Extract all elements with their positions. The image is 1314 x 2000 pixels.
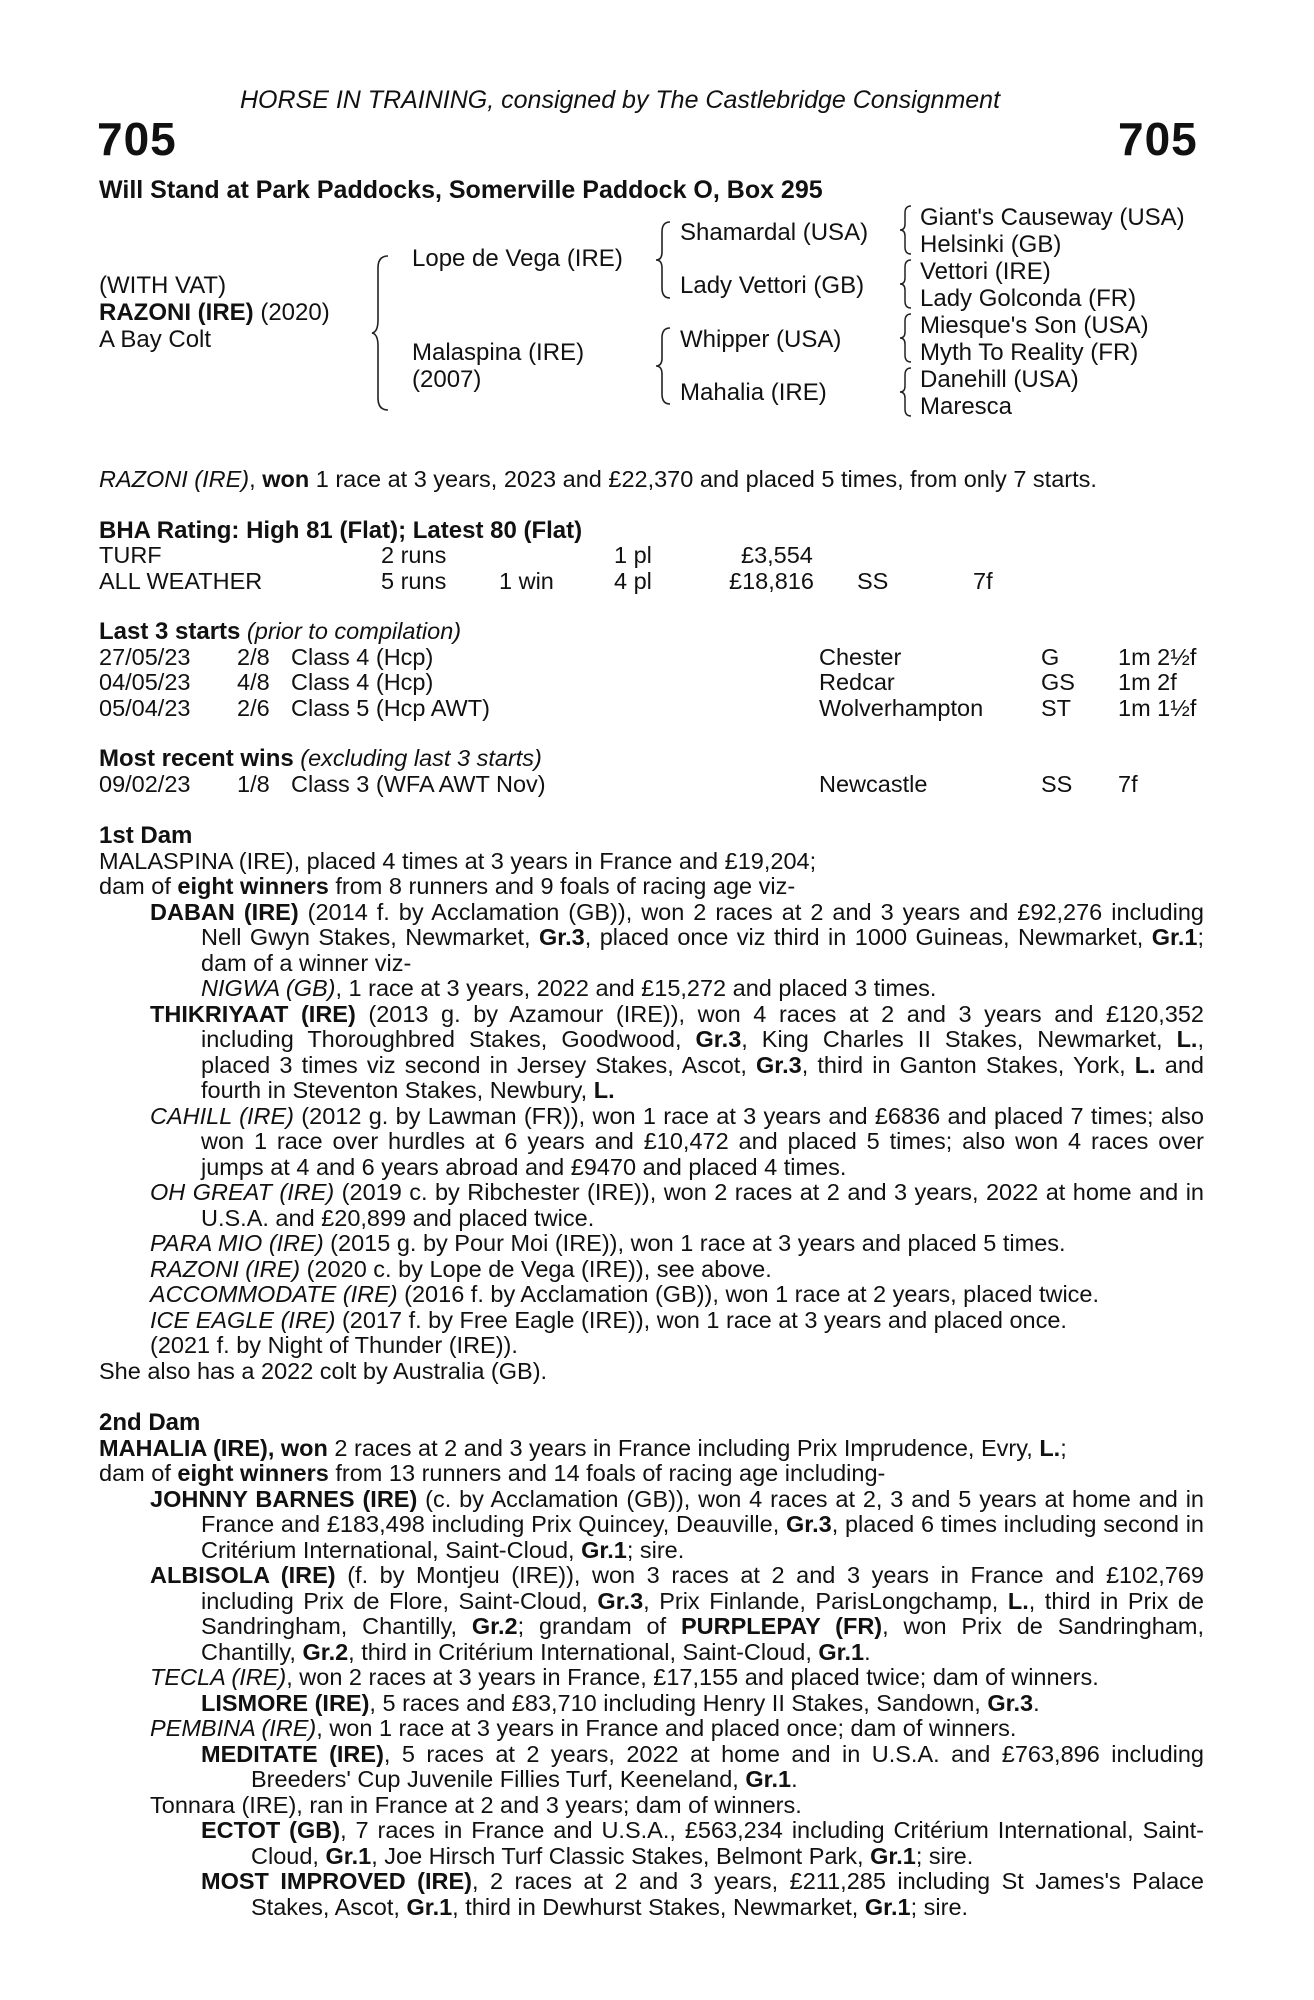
- sire-name: Lope de Vega (IRE): [412, 245, 623, 272]
- produce-tecla: TECLA (IRE), won 2 races at 3 years in France, £17,155 and placed twice; dam of winners.: [150, 1664, 1099, 1690]
- ancestor-4: Lady Golconda (FR): [920, 285, 1137, 312]
- horse-description: A Bay Colt: [99, 326, 212, 353]
- produce-ectot: ECTOT (GB), 7 races in France and U.S.A., £563,234 including Critérium International, Saint-Cloud, Gr.1, Joe Hirsch Turf Classic Stakes, Belmont Park, Gr.1; sire.: [201, 1817, 1204, 1869]
- grandsire-paternal: Shamardal (USA): [680, 219, 869, 246]
- dam-year: (2007): [412, 366, 482, 393]
- produce-cahill: CAHILL (IRE) (2012 g. by Lawman (FR)), won 1 race at 3 years and £6836 and placed 7 times; also won 1 race over hurdles at 6 years and £10,472 and placed 5 times; also won 4 races over jumps at 4 and 6 years abroad and £9470 and placed 4 times.: [150, 1102, 1204, 1180]
- produce-tonnara: Tonnara (IRE), ran in France at 2 and 3 years; dam of winners.: [150, 1791, 802, 1818]
- ancestor-3: Vettori (IRE): [920, 258, 1051, 285]
- dam-name: Malaspina (IRE): [412, 339, 585, 366]
- vat-label: (WITH VAT): [99, 272, 227, 299]
- granddam-paternal: Lady Vettori (GB): [680, 272, 865, 299]
- produce-meditate: MEDITATE (IRE), 5 races at 2 years, 2022 at home and in U.S.A. and £763,896 including Breeders' Cup Juvenile Fillies Turf, Keeneland, Gr.1.: [201, 1740, 1204, 1792]
- stabling-line: Will Stand at Park Paddocks, Somerville Paddock O, Box 295: [99, 176, 823, 204]
- bha-rating-heading: BHA Rating: High 81 (Flat); Latest 80 (Flat): [99, 517, 583, 544]
- produce-ice-eagle: ICE EAGLE (IRE) (2017 f. by Free Eagle (IRE)), won 1 race at 3 years and placed once.: [150, 1306, 1067, 1333]
- produce-2022-colt: She also has a 2022 colt by Australia (GB).: [99, 1357, 548, 1384]
- lot-number-right: 705: [1118, 113, 1198, 165]
- lot-number-left: 705: [97, 113, 177, 165]
- produce-para-mio: PARA MIO (IRE) (2015 g. by Pour Moi (IRE)), won 1 race at 3 years and placed 5 times.: [150, 1230, 1066, 1256]
- pedigree-brace-g3-3: [898, 312, 914, 364]
- produce-accommodate: ACCOMMODATE (IRE) (2016 f. by Acclamation (GB)), won 1 race at 2 years, placed twice.: [150, 1281, 1100, 1307]
- ancestor-7: Danehill (USA): [920, 366, 1079, 393]
- pedigree-brace-g3-4: [898, 366, 914, 418]
- produce-2021-filly: (2021 f. by Night of Thunder (IRE)).: [150, 1332, 518, 1358]
- produce-lismore: LISMORE (IRE), 5 races and £83,710 including Henry II Stakes, Sandown, Gr.3.: [201, 1689, 1040, 1716]
- race-summary: RAZONI (IRE), won 1 race at 3 years, 2023 and £22,370 and placed 5 times, from only 7 starts.: [99, 466, 1097, 492]
- produce-razoni: RAZONI (IRE) (2020 c. by Lope de Vega (IRE)), see above.: [150, 1255, 772, 1282]
- second-dam-section: 2nd Dam MAHALIA (IRE), won 2 races at 2 and 3 years in France including Prix Imprudence, Evry, L.; dam of eight winners from 13 runners and 14 foals of racing age including- JOHNNY BARNES (IRE) (c. by Acclamation (GB)), won 4 races at 2, 3 and 5 years at home and in France and £183,498 including Prix Quincey, Deauville, Gr.3, placed 6 times including second in Critérium International, Saint-Cloud, Gr.1; sire. ALBISOLA (IRE) (f. by Montjeu (IRE)), won 3 races at 2 and 3 years in France and £102,769 including Prix de Flore, Saint-Cloud, Gr.3, Prix Finlande, ParisLongchamp, L., third in Prix de Sandringham, Chantilly, Gr.2; grandam of PURPLEPAY (FR), won Prix de Sandringham, Chantilly, Gr.2, third in Critérium International, Saint-Cloud, Gr.1. TECLA (IRE), won 2 races at 3 years in France, £17,155 and placed twice; dam of winners. LISMORE (IRE), 5 races and £83,710 including Henry II Stakes, Sandown, Gr.3. PEMBINA (IRE), won 1 race at 3 years in France and placed once; dam of winners. MEDITATE (IRE), 5 races at 2 years, 2022 at home and in U.S.A. and £763,896 including Breeders' Cup Juvenile Fillies Turf, Keeneland, Gr.1. Tonnara (IRE), ran in France at 2 and 3 years; dam of winners. ECTOT (GB), 7 races in France and U.S.A., £563,234 including Critérium International, Saint-Cloud, Gr.1, Joe Hirsch Turf Classic Stakes, Belmont Park, Gr.1; sire. MOST IMPROVED (IRE), 2 races at 2 and 3 years, £211,285 including St James's Palace Stakes, Ascot, Gr.1, third in Dewhurst Stakes, Newmarket, Gr.1; sire.: [99, 1409, 1205, 1920]
- last-starts-heading: Last 3 starts (prior to compilation): [99, 618, 462, 645]
- horse-year: (2020): [260, 299, 330, 326]
- pedigree-brace-g3-1: [898, 204, 914, 256]
- produce-nigwa: NIGWA (GB), 1 race at 3 years, 2022 and £15,272 and placed 3 times.: [201, 975, 937, 1001]
- consignment-line: HORSE IN TRAINING, consigned by The Castlebridge Consignment: [240, 86, 1001, 114]
- pedigree-brace-main: [370, 254, 392, 412]
- pedigree-brace-g3-2: [898, 258, 914, 310]
- first-dam-section: 1st Dam MALASPINA (IRE), placed 4 times at 3 years in France and £19,204; dam of eight winners from 8 runners and 9 foals of racing age viz- DABAN (IRE) (2014 f. by Acclamation (GB)), won 2 races at 2 and 3 years and £92,276 including Nell Gwyn Stakes, Newmarket, Gr.3, placed once viz third in 1000 Guineas, Newmarket, Gr.1; dam of a winner viz- NIGWA (GB), 1 race at 3 years, 2022 and £15,272 and placed 3 times. THIKRIYAAT (IRE) (2013 g. by Azamour (IRE)), won 4 races at 2 and 3 years and £120,352 including Thoroughbred Stakes, Goodwood, Gr.3, King Charles II Stakes, Newmarket, L., placed 3 times viz second in Jersey Stakes, Ascot, Gr.3, third in Ganton Stakes, York, L. and fourth in Steventon Stakes, Newbury, L. CAHILL (IRE) (2012 g. by Lawman (FR)), won 1 race at 3 years and £6836 and placed 7 times; also won 1 race over hurdles at 6 years and £10,472 and placed 5 times; also won 4 races over jumps at 4 and 6 years abroad and £9470 and placed 4 times. OH GREAT (IRE) (2019 c. by Ribchester (IRE)), won 2 races at 2 and 3 years, 2022 at home and in U.S.A. and £20,899 and placed twice. PARA MIO (IRE) (2015 g. by Pour Moi (IRE)), won 1 race at 3 years and placed 5 times. RAZONI (IRE) (2020 c. by Lope de Vega (IRE)), see above. ACCOMMODATE (IRE) (2016 f. by Acclamation (GB)), won 1 race at 2 years, placed twice. ICE EAGLE (IRE) (2017 f. by Free Eagle (IRE)), won 1 race at 3 years and placed once. (2021 f. by Night of Thunder (IRE)). She also has a 2022 colt by Australia (GB).: [99, 822, 1205, 1384]
- produce-most-improved: MOST IMPROVED (IRE), 2 races at 2 and 3 years, £211,285 including St James's Palace Stakes, Ascot, Gr.1, third in Dewhurst Stakes, Newmarket, Gr.1; sire.: [201, 1868, 1204, 1920]
- pedigree-brace-sire: [654, 220, 674, 300]
- produce-pembina: PEMBINA (IRE), won 1 race at 3 years in France and placed once; dam of winners.: [150, 1715, 1017, 1741]
- produce-daban: DABAN (IRE) (2014 f. by Acclamation (GB)), won 2 races at 2 and 3 years and £92,276 including Nell Gwyn Stakes, Newmarket, Gr.3, placed once viz third in 1000 Guineas, Newmarket, Gr.1; dam of a winner viz-: [150, 898, 1205, 976]
- ancestor-8: Maresca: [920, 393, 1013, 420]
- produce-johnny-barnes: JOHNNY BARNES (IRE) (c. by Acclamation (GB)), won 4 races at 2, 3 and 5 years at home and in France and £183,498 including Prix Quincey, Deauville, Gr.3, placed 6 times including second in Critérium International, Saint-Cloud, Gr.1; sire.: [150, 1485, 1204, 1563]
- ancestor-1: Giant's Causeway (USA): [920, 204, 1185, 231]
- produce-oh-great: OH GREAT (IRE) (2019 c. by Ribchester (IRE)), won 2 races at 2 and 3 years, 2022 at home and in U.S.A. and £20,899 and placed twice.: [150, 1179, 1204, 1231]
- produce-albisola: ALBISOLA (IRE) (f. by Montjeu (IRE)), won 3 races at 2 and 3 years in France and £102,769 including Prix de Flore, Saint-Cloud, Gr.3, Prix Finlande, ParisLongchamp, L., third in Prix de Sandringham, Chantilly, Gr.2; grandam of PURPLEPAY (FR), won Prix de Sandringham, Chantilly, Gr.2, third in Critérium International, Saint-Cloud, Gr.1.: [150, 1562, 1205, 1665]
- produce-thikriyaat: THIKRIYAAT (IRE) (2013 g. by Azamour (IRE)), won 4 races at 2 and 3 years and £120,352 including Thoroughbred Stakes, Goodwood, Gr.3, King Charles II Stakes, Newmarket, L., placed 3 times viz second in Jersey Stakes, Ascot, Gr.3, third in Ganton Stakes, York, L. and fourth in Steventon Stakes, Newbury, L.: [150, 1000, 1204, 1103]
- recent-wins-heading: Most recent wins (excluding last 3 starts): [99, 745, 542, 772]
- pedigree-brace-dam: [654, 326, 674, 406]
- granddam-maternal: Mahalia (IRE): [680, 379, 827, 406]
- ancestor-5: Miesque's Son (USA): [920, 312, 1149, 339]
- ancestor-2: Helsinki (GB): [920, 231, 1062, 258]
- horse-name-line: [99, 299, 330, 327]
- ancestor-6: Myth To Reality (FR): [920, 339, 1139, 366]
- catalogue-page: HORSE IN TRAINING, consigned by The Castlebridge Consignment 705 705 Will Stand at Park Paddocks, Somerville Paddock O, Box 295 (WITH VAT) RAZONI (IRE) (2020) A Bay Colt Lope de Vega (IRE) Malaspina (IRE) (2007) Shamardal (USA) Lady Vettori (GB) Whipper (USA) Mahalia (IRE) Giant's Causeway (USA) Helsinki (GB) Vettori (IRE) Lady Golconda (FR) Miesque's Son (USA) Myth To Reality (FR) Danehill (USA) Maresca RAZONI (IRE), won 1 race at 3 years, 2023 and £22,370 and placed 5 times, from only 7 starts. BHA Rating: High 81 (Flat); Latest 80 (Flat) TURF 2 runs 1 pl £3,554 ALL WEATHER 5 runs 1 win 4 pl £18,816 SS 7f Last 3 starts (prior to compilation) 27/05/23 2/8 Class 4 (Hcp) Chester G 1m 2½f 04/05/23 4/8 Class 4 (Hcp) Redcar GS 1m 2f 05/04/23 2/6 Class 5 (Hcp AWT) Wolverhampton ST 1m 1½f Most recent wins (excluding last 3 starts) 09/02/23 1/8 Class 3 (WFA AWT Nov) Newcastle SS 7f 1st Dam MALASPINA (IRE), placed 4 times at 3 years in France and £19,204; dam of eight winners from 8 runners and 9 foals of racing age viz- DABAN (IRE) (2014 f. by Acclamation (GB)), won 2 races at 2 and 3 years and £92,276 including Nell Gwyn Stakes, Newmarket, Gr.3, placed once viz third in 1000 Guineas, Newmarket, Gr.1; dam of a winner viz- NIGWA (GB), 1 race at 3 years, 2022 and £15,272 and placed 3 times. THIKRIYAAT (IRE) (2013 g. by Azamour (IRE)), won 4 races at 2 and 3 years and £120,352 including Thoroughbred Stakes, Goodwood, Gr.3, King Charles II Stakes, Newmarket, L., placed 3 times viz second in Jersey Stakes, Ascot, Gr.3, third in Ganton Stakes, York, L. and fourth in Steventon Stakes, Newbury, L. CAHILL (IRE) (2012 g. by Lawman (FR)), won 1 race at 3 years and £6836 and placed 7 times; also won 1 race over hurdles at 6 years and £10,472 and placed 5 times; also won 4 races over jumps at 4 and 6 years abroad and £9470 and placed 4 times. OH GREAT (IRE) (2019 c. by Ribchester (IRE)), won 2 races at 2 and 3 years, 2022 at home and in U.S.A. and £20,899 and placed twice. PARA MIO (IRE) (2015 g. by Pour Moi (IRE)), won 1 race at 3 years and placed 5 times. RAZONI (IRE) (2020 c. by Lope de Vega (IRE)), see above. ACCOMMODATE (IRE) (2016 f. by Acclamation (GB)), won 1 race at 2 years, placed twice. ICE EAGLE (IRE) (2017 f. by Free Eagle (IRE)), won 1 race at 3 years and placed once. (2021 f. by Night of Thunder (IRE)). She also has a 2022 colt by Australia (GB). 2nd Dam MAHALIA (IRE), won 2 races at 2 and 3 years in France including Prix Imprudence, Evry, L.; dam of eight winners from 13 runners and 14 foals of racing age including- JOHNNY BARNES (IRE) (c. by Acclamation (GB)), won 4 races at 2, 3 and 5 years at home and in France and £183,498 including Prix Quincey, Deauville, Gr.3, placed 6 times including second in Critérium International, Saint-Cloud, Gr.1; sire. ALBISOLA (IRE) (f. by Montjeu (IRE)), won 3 races at 2 and 3 years in France and £102,769 including Prix de Flore, Saint-Cloud, Gr.3, Prix Finlande, ParisLongchamp, L., third in Prix de Sandringham, Chantilly, Gr.2; grandam of PURPLEPAY (FR), won Prix de Sandringham, Chantilly, Gr.2, third in Critérium International, Saint-Cloud, Gr.1. TECLA (IRE), won 2 races at 3 years in France, £17,155 and placed twice; dam of winners. LISMORE (IRE), 5 races and £83,710 including Henry II Stakes, Sandown, Gr.3. PEMBINA (IRE), won 1 race at 3 years in France and placed once; dam of winners. MEDITATE (IRE), 5 races at 2 years, 2022 at home and in U.S.A. and £763,896 including Breeders' Cup Juvenile Fillies Turf, Keeneland, Gr.1. Tonnara (IRE), ran in France at 2 and 3 years; dam of winners. ECTOT (GB), 7 races in France and U.S.A., £563,234 including Critérium International, Saint-Cloud, Gr.1, Joe Hirsch Turf Classic Stakes, Belmont Park, Gr.1; sire. MOST IMPROVED (IRE), 2 races at 2 and 3 years, £211,285 including St James's Palace Stakes, Ascot, Gr.1, third in Dewhurst Stakes, Newmarket, Gr.1; sire.: [97, 86, 1205, 1920]
- horse-name: RAZONI (IRE): [99, 299, 254, 326]
- grandsire-maternal: Whipper (USA): [680, 326, 842, 353]
